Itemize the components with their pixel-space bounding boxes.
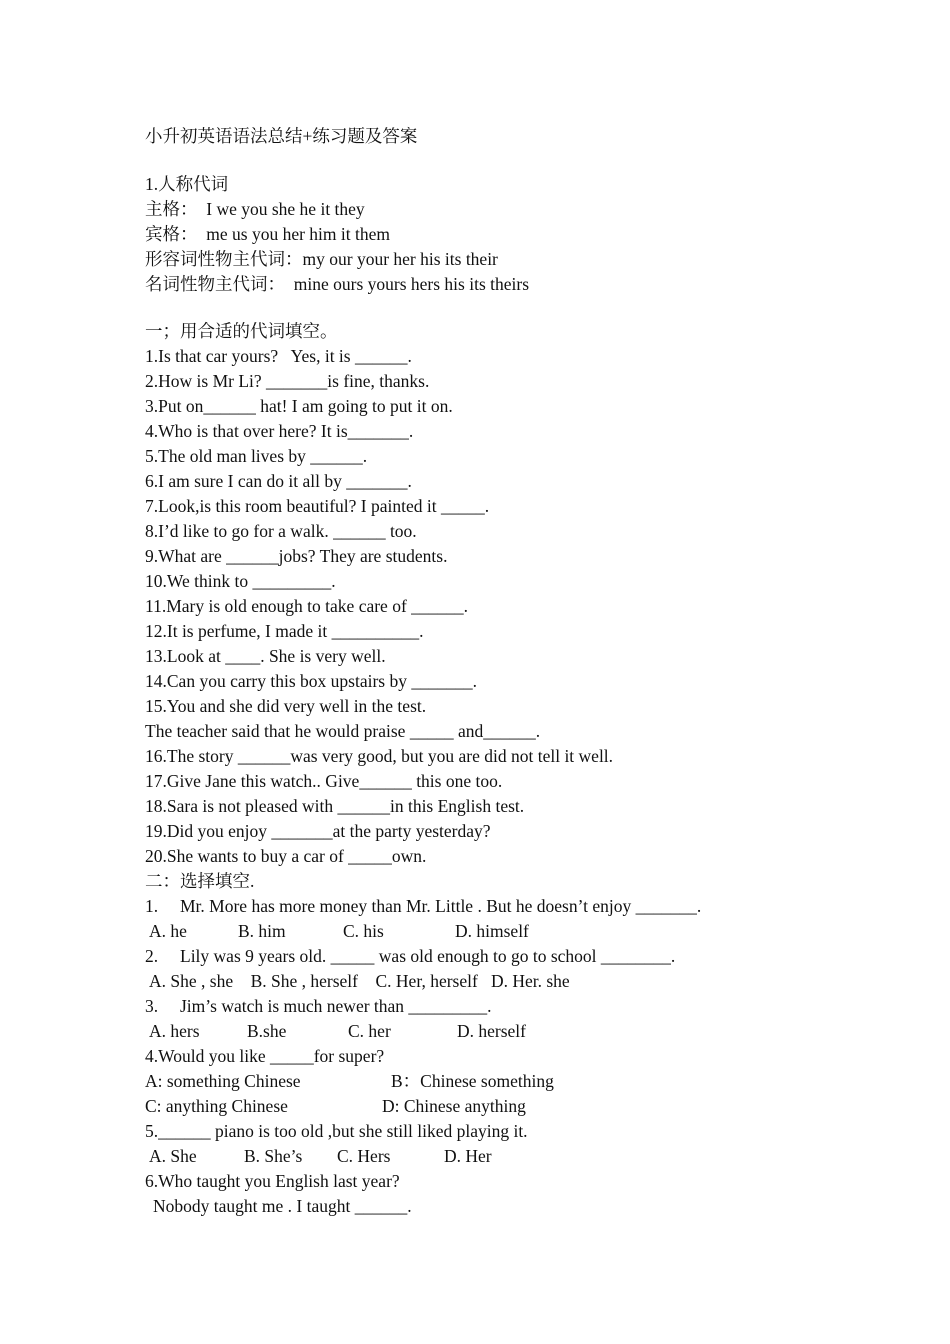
exercise-item: 4.Who is that over here? It is_______. [145, 421, 414, 441]
exercise-item: 1.Is that car yours? Yes, it is ______. [145, 346, 412, 366]
exercise-item: 14.Can you carry this box upstairs by _______. [145, 671, 477, 691]
exercise-item: The teacher said that he would praise _____ and______. [145, 721, 541, 741]
q3-option-c: C. her [348, 1021, 391, 1041]
exercise-item: 9.What are ______jobs? They are students. [145, 546, 448, 566]
exercise-item: 19.Did you enjoy _______at the party yesterday? [145, 821, 491, 841]
exercise-item: 16.The story ______was very good, but you are did not tell it well. [145, 746, 614, 766]
q1-option-b: B. him [238, 921, 286, 941]
exercise-item: 11.Mary is old enough to take care of ______. [145, 596, 469, 616]
q4-option-a: A: something Chinese [145, 1071, 301, 1091]
exercise-item: 15.You and she did very well in the test. [145, 696, 427, 716]
exercise-item: 20.She wants to buy a car of _____own. [145, 846, 427, 866]
q4-option-c: C: anything Chinese [145, 1096, 288, 1116]
q5-option-a: A. She [149, 1146, 197, 1166]
pronoun-row-object: 宾格： me us you her him it them [145, 224, 390, 244]
q6-answer-line: Nobody taught me . I taught ______. [153, 1196, 412, 1216]
q1-option-c: C. his [343, 921, 384, 941]
pronoun-row-nominal-possessive: 名词性物主代词： mine ours yours hers his its theirs [145, 274, 530, 294]
question-5-stem: 5.______ piano is too old ,but she still liked playing it. [145, 1121, 528, 1141]
exercise-item: 3.Put on______ hat! I am going to put it on. [145, 396, 453, 416]
question-2-stem: 2. Lily was 9 years old. _____ was old enough to go to school ________. [145, 946, 676, 966]
exercise-item: 8.I’d like to go for a walk. ______ too. [145, 521, 417, 541]
pronoun-row-adjectival-possessive: 形容词性物主代词：my our your her his its their [145, 249, 498, 269]
exercise-item: 17.Give Jane this watch.. Give______ this one too. [145, 771, 503, 791]
part1-heading: 一；用合适的代词填空。 [145, 321, 338, 341]
q3-option-d: D. herself [457, 1021, 527, 1041]
exercise-item: 10.We think to _________. [145, 571, 336, 591]
q1-option-a: A. he [149, 921, 187, 941]
q3-option-b: B.she [247, 1021, 287, 1041]
q1-option-d: D. himself [455, 921, 529, 941]
exercise-item: 2.How is Mr Li? _______is fine, thanks. [145, 371, 430, 391]
exercise-item: 18.Sara is not pleased with ______in this English test. [145, 796, 525, 816]
q4-option-b: B：Chinese something [391, 1071, 554, 1091]
exercise-item: 6.I am sure I can do it all by _______. [145, 471, 412, 491]
q5-option-c: C. Hers [337, 1146, 391, 1166]
q5-option-b: B. She’s [244, 1146, 303, 1166]
q5-option-d: D. Her [444, 1146, 492, 1166]
question-6-stem: 6.Who taught you English last year? [145, 1171, 400, 1191]
pronoun-row-subject: 主格： I we you she he it they [145, 199, 365, 219]
exercise-item: 12.It is perfume, I made it __________. [145, 621, 424, 641]
question-1-stem: 1. Mr. More has more money than Mr. Little . But he doesn’t enjoy _______. [145, 896, 702, 916]
q3-option-a: A. hers [149, 1021, 200, 1041]
section-heading-personal-pronouns: 1.人称代词 [145, 174, 229, 194]
question-3-stem: 3. Jim’s watch is much newer than _________. [145, 996, 492, 1016]
q2-options: A. She , she B. She , herself C. Her, herself D. Her. she [149, 971, 570, 991]
document-title: 小升初英语语法总结+练习题及答案 [145, 126, 418, 146]
exercise-item: 13.Look at ____. She is very well. [145, 646, 386, 666]
exercise-item: 5.The old man lives by ______. [145, 446, 368, 466]
question-4-stem: 4.Would you like _____for super? [145, 1046, 385, 1066]
q4-option-d: D: Chinese anything [382, 1096, 526, 1116]
part2-heading: 二：选择填空. [145, 871, 255, 891]
exercise-item: 7.Look,is this room beautiful? I painted it _____. [145, 496, 490, 516]
